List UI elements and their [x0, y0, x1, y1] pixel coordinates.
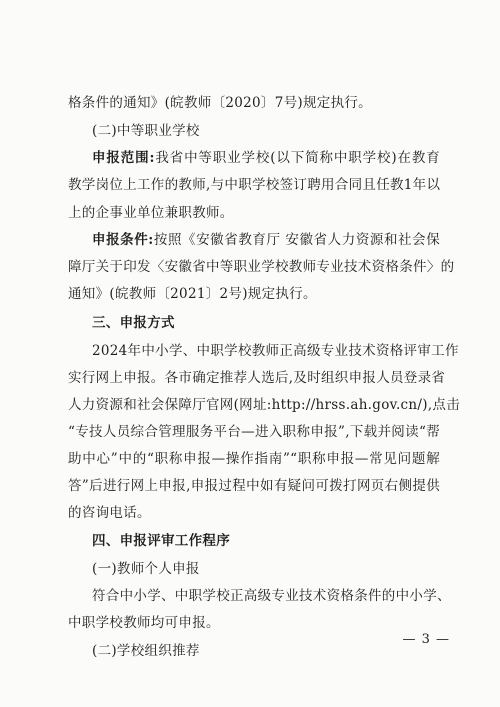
text-line: 上的企事业单位兼职教师。	[68, 205, 234, 221]
text-line: 答”后进行网上申报,申报过程中如有疑问可拨打网页右侧提供	[68, 478, 440, 494]
text-line	[92, 148, 440, 168]
text-line: 人力资源和社会保障厅官网(网址:http://hrss.ah.gov.cn/),点击	[68, 397, 461, 413]
subheading-secondary-school: (二)中等职业学校	[92, 123, 200, 139]
text-line: 2024年中小学、中职学校教师正高级专业技术资格评审工作	[92, 343, 459, 359]
subheading-school-recommend: (二)学校组织推荐	[92, 643, 200, 659]
page-number: — 3 —	[402, 632, 450, 647]
subheading-teacher-apply: (一)教师个人申报	[92, 561, 200, 577]
label-scope: 申报范围:	[92, 150, 155, 166]
text-line: 的咨询电话。	[68, 505, 151, 521]
text-line: 格条件的通知》(皖教师〔2020〕7号)规定执行。	[68, 95, 372, 111]
text-scope: 我省中等职业学校(以下简称中职学校)在教育	[154, 150, 441, 166]
section-heading-method: 三、申报方式	[92, 315, 175, 331]
text-conditions: 按照《安徽省教育厅 安徽省人力资源和社会保	[153, 232, 440, 248]
text-line: 通知》(皖教师〔2021〕2号)规定执行。	[68, 286, 317, 302]
text-line: 实行网上申报。各市确定推荐人选后,及时组织申报人员登录省	[68, 370, 446, 386]
text-line: “专技人员综合管理服务平台—进入职称申报”,下载并阅读“帮	[68, 424, 440, 440]
section-heading-procedure: 四、申报评审工作程序	[92, 533, 230, 549]
text-line: 助中心”中的“职称申报—操作指南”“职称申报—常见问题解	[68, 451, 440, 467]
label-conditions: 申报条件:	[92, 232, 154, 248]
text-line: 符合中小学、中职学校正高级专业技术资格条件的中小学、	[92, 588, 451, 604]
text-line	[92, 230, 440, 250]
text-line: 教学岗位上工作的教师,与中职学校签订聘用合同且任教1年以	[68, 177, 441, 193]
text-line: 障厅关于印发〈安徽省中等职业学校教师专业技术资格条件〉的	[68, 259, 455, 275]
text-line: 中职学校教师均可申报。	[68, 615, 220, 631]
